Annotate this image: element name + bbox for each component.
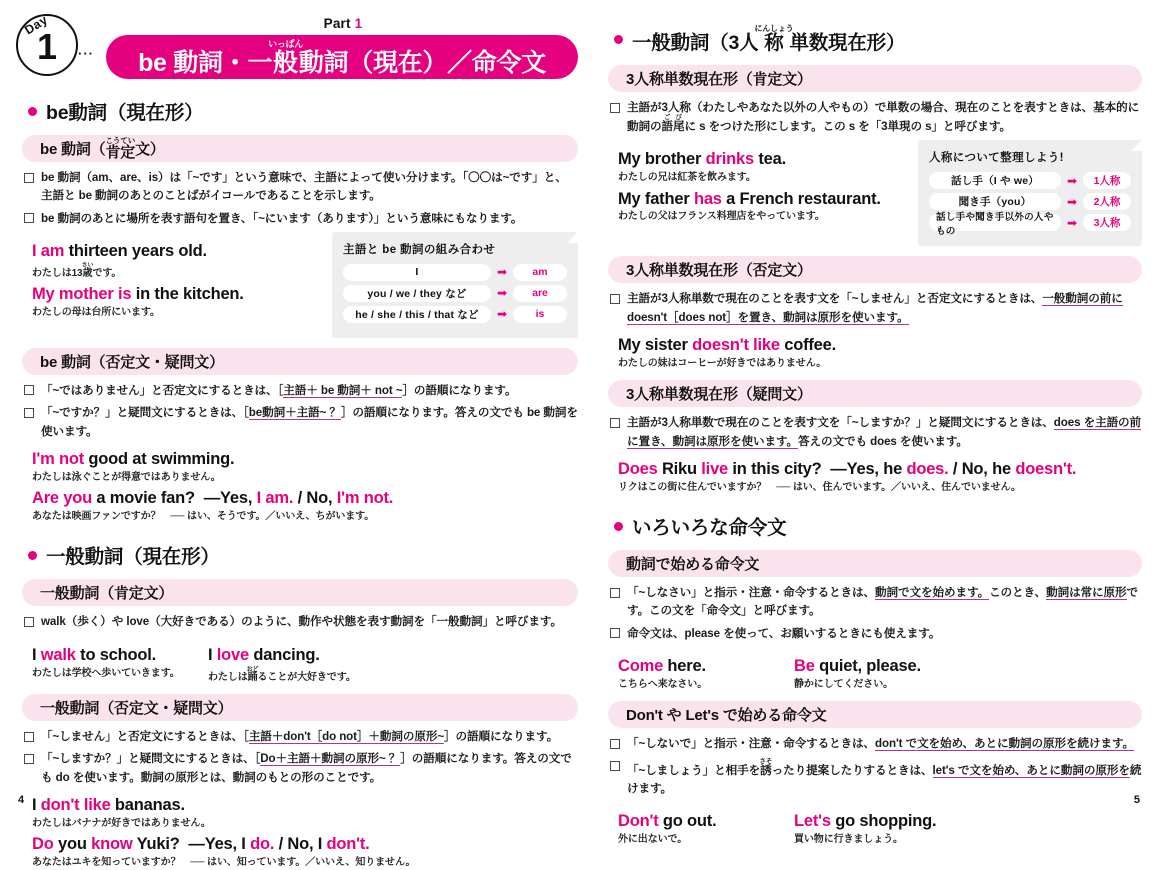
day-number: 1 xyxy=(36,25,58,67)
example-sentence: Come here. xyxy=(618,657,706,676)
checkbox-text: 主語が3人称（わたしやあなた以外の人やもの）で単数の場合、現在のことを表すときは、基本的に動詞の語尾ごびに s をつけた形にします。この s を「3単現の s」と呼びます。 xyxy=(627,101,1140,133)
info-card-wrapper xyxy=(918,140,1142,246)
example-qa-sentence: Are you a movie fan? —Yes, I am. / No, I'm not. xyxy=(32,489,394,508)
example-translation: わたしの妹はコーヒーが好きではありません。 xyxy=(618,357,827,369)
example-block xyxy=(618,807,1142,846)
underlined-rule: 主語＋ be 動詞＋ not ~ xyxy=(283,383,403,397)
checkbox-text: 「~ですか？」と疑問文にするときは、［be動詞＋主語~ ？］の語順になります。答えの文でも be 動詞を使います。 xyxy=(41,406,578,438)
part-label xyxy=(108,16,578,31)
checkbox-text: 「~しません」と否定文にするときは、［主語＋don't［do not］＋動詞の原形~］の語順になります。 xyxy=(41,730,559,744)
subheading-verb-imperative: 動詞で始める命令文 xyxy=(608,550,1142,577)
subheading-be-negative-question: be 動詞（否定文・疑問文） xyxy=(22,348,578,375)
example-translation: あなたは映画ファンですか？ ── はい、そうです。／いいえ、ちがいます。 xyxy=(32,510,375,522)
table-cell-description: 話し手や聞き手以外の人やもの xyxy=(929,214,1061,231)
checkbox-item xyxy=(24,404,578,441)
section-heading-label: be動詞（現在形） xyxy=(46,102,204,124)
bullet-dot-icon xyxy=(28,551,37,560)
example-translation: 外に出ないで。 xyxy=(618,834,688,846)
example-qa-sentence: Does Riku live in this city? —Yes, he does. / No, he doesn't. xyxy=(618,459,1077,478)
example-block xyxy=(32,641,578,684)
checkbox-icon[interactable] xyxy=(24,173,34,183)
table-row xyxy=(343,306,567,323)
right-page xyxy=(600,0,1160,846)
example-sentence: I walk to school. xyxy=(32,645,157,664)
table-cell-verb: are xyxy=(513,285,567,302)
part-number: 1 xyxy=(354,16,363,31)
example-column xyxy=(618,807,768,846)
table-cell-person: 3人称 xyxy=(1083,214,1131,231)
checkbox-item xyxy=(24,613,578,631)
table-row xyxy=(929,193,1131,210)
day-label: Day xyxy=(22,12,51,38)
checkbox-icon[interactable] xyxy=(24,732,34,742)
checkbox-icon[interactable] xyxy=(24,213,34,223)
checkbox-item xyxy=(610,290,1142,327)
checkbox-icon[interactable] xyxy=(610,588,620,598)
checkbox-item xyxy=(610,414,1142,451)
example-translation: わたしは泳ぐことが得意ではありません。 xyxy=(32,471,221,483)
section-heading-imperative xyxy=(614,512,1142,540)
example-sentence: I'm not good at swimming. xyxy=(32,449,235,468)
section-heading-be-verb xyxy=(28,97,578,125)
underlined-rule: 動詞は常に原形 xyxy=(1046,586,1127,600)
example-translation: 買い物に行きましょう。 xyxy=(794,834,903,846)
example-qa-sentence: Do you know Yuki? —Yes, I do. / No, I don't. xyxy=(32,835,370,854)
title-part-after: 動詞（現在）／命令文 xyxy=(298,48,546,77)
table-row xyxy=(929,211,1131,237)
table-row xyxy=(343,285,567,302)
checkbox-icon[interactable] xyxy=(610,294,620,304)
example-block xyxy=(32,237,318,320)
underlined-rule: 一般動詞の前に doesn't［does not］を置き、動詞は原形を使います。 xyxy=(627,292,1123,324)
example-sentence: I love dancing. xyxy=(208,645,320,664)
checkbox-icon[interactable] xyxy=(610,103,620,113)
checkbox-icon[interactable] xyxy=(610,739,620,749)
bullet-dot-icon xyxy=(614,35,623,44)
checkbox-icon[interactable] xyxy=(24,385,34,395)
arrow-right-icon: ➡ xyxy=(496,307,507,322)
example-sentence: I don't like bananas. xyxy=(32,796,185,815)
checkbox-text: walk（歩く）や love（大好きである）のように、動作や状態を表す動詞を「一般動詞」と呼びます。 xyxy=(41,615,562,629)
checkbox-text: 「~しましょう」と相手を誘さそったり提案したりするときは、let's で文を始め、あとに動詞の原形を続けます。 xyxy=(627,757,1142,796)
example-sentence: My sister doesn't like coffee. xyxy=(618,335,837,354)
underlined-rule: 動詞で文を始めます。 xyxy=(875,586,990,600)
page-number-left: 4 xyxy=(18,794,25,806)
section-heading-label: 一般動詞（3人称にんしょう単数現在形） xyxy=(632,24,906,54)
checkbox-text: 「~しなさい」と指示・注意・命令するときは、動詞で文を始めます。このとき、動詞は常に原形です。この文を「命令文」と呼びます。 xyxy=(627,586,1139,618)
table-cell-subject: you / we / they など xyxy=(343,285,491,302)
checkbox-icon[interactable] xyxy=(610,761,620,771)
subheading-general-negative-question: 一般動詞（否定文・疑問文） xyxy=(22,694,578,721)
example-block xyxy=(618,460,1142,494)
example-column xyxy=(794,807,944,846)
chapter-title-banner xyxy=(106,35,578,79)
checkbox-item xyxy=(610,735,1142,753)
example-sentence: My father has a French restaurant. xyxy=(618,189,881,208)
arrow-right-icon: ➡ xyxy=(1066,173,1077,188)
checkbox-text: 主語が3人称単数で現在のことを表す文を「~しません」と否定文にするときは、一般動詞の前に doesn't［does not］を置き、動詞は原形を使います。 xyxy=(627,292,1123,324)
underlined-rule: be動詞＋主語~ ？ xyxy=(248,406,341,420)
checkbox-text: 主語が3人称単数で現在のことを表す文を「~しますか？」と疑問文にするときは、does を主語の前に置き、動詞は原形を使います。答えの文でも does を使います。 xyxy=(627,416,1142,448)
title-part-before: be 動詞・一 xyxy=(138,48,273,77)
example-block xyxy=(618,145,904,224)
table-row xyxy=(929,172,1131,189)
example-sentence: Let's go shopping. xyxy=(794,812,937,831)
subheading-general-affirmative: 一般動詞（肯定文） xyxy=(22,579,578,606)
section-heading-general-verb xyxy=(28,541,578,569)
underlined-rule: Do＋主語＋動詞の原形~ ？ xyxy=(260,752,401,766)
checkbox-text: 命令文は、please を使って、お願いするときにも使えます。 xyxy=(627,626,941,640)
table-cell-subject: he / she / this / that など xyxy=(343,306,491,323)
example-translation: あなたはユキを知っていますか？ ── はい、知っています。／いいえ、知りません。 xyxy=(32,857,416,869)
underlined-rule: 主語＋don't［do not］＋動詞の原形~ xyxy=(248,730,445,744)
chapter-title xyxy=(138,39,546,76)
person-table xyxy=(918,140,1142,246)
checkbox-item xyxy=(24,382,578,400)
bullet-dot-icon xyxy=(28,107,37,116)
example-translation: わたしは学校へ歩いていきます。 xyxy=(32,667,180,679)
checkbox-icon[interactable] xyxy=(24,754,34,764)
example-block xyxy=(32,450,578,524)
underlined-rule: don't で文を始め、あとに動詞の原形を続けます。 xyxy=(875,737,1135,751)
arrow-right-icon: ➡ xyxy=(1066,215,1077,230)
arrow-right-icon: ➡ xyxy=(496,286,507,301)
example-column xyxy=(208,641,358,684)
subheading-be-affirmative: be 動詞（ 肯定こうてい 文） xyxy=(22,135,578,162)
table-row xyxy=(343,264,567,281)
example-and-card-row xyxy=(608,136,1142,246)
example-translation: わたしの兄は紅茶を飲みます。 xyxy=(618,172,756,184)
subheading-third-negative: 3人称単数現在形（否定文） xyxy=(608,256,1142,283)
arrow-right-icon: ➡ xyxy=(496,265,507,280)
example-sentence: My brother drinks tea. xyxy=(618,150,786,169)
example-translation: 静かにしてください。 xyxy=(794,678,893,690)
info-card-title: 主語と be 動詞の組み合わせ xyxy=(343,243,496,256)
checkbox-icon[interactable] xyxy=(24,617,34,627)
checkbox-item xyxy=(610,625,1142,643)
example-sentence: I am thirteen years old. xyxy=(32,241,207,260)
checkbox-item xyxy=(610,584,1142,621)
subheading-third-affirmative: 3人称単数現在形（肯定文） xyxy=(608,65,1142,92)
checkbox-item xyxy=(24,750,578,787)
subheading-dont-lets: Don't や Let's で始める命令文 xyxy=(608,701,1142,728)
example-sentence: My mother is in the kitchen. xyxy=(32,285,244,304)
section-heading-third-person xyxy=(614,24,1142,55)
example-translation: リクはこの街に住んでいますか？ ── はい、住んでいます。／いいえ、住んでいません。 xyxy=(618,481,1021,493)
checkbox-icon[interactable] xyxy=(24,408,34,418)
subheading-third-question: 3人称単数現在形（疑問文） xyxy=(608,380,1142,407)
checkbox-icon[interactable] xyxy=(610,628,620,638)
example-and-card-row xyxy=(22,228,578,338)
checkbox-text: be 動詞のあとに場所を表す語句を置き、「~にいます（あります）」という意味にもなります。 xyxy=(41,211,523,225)
table-cell-verb: am xyxy=(513,264,567,281)
checkbox-item xyxy=(610,99,1142,136)
example-translation: わたしの父はフランス料理店をやっています。 xyxy=(618,211,825,223)
table-cell-description: 聞き手（you） xyxy=(929,193,1061,210)
underlined-rule: let's で文を始め、あとに動詞の原形を xyxy=(932,763,1130,777)
table-cell-verb: is xyxy=(513,306,567,323)
example-translation: わたしの母は台所にいます。 xyxy=(32,307,160,319)
checkbox-item xyxy=(610,758,1142,799)
day-badge xyxy=(16,14,78,76)
checkbox-text: be 動詞（am、are、is）は「~です」という意味で、主語によって使い分けます。「〇〇は~です」と、主語と be 動詞のあとのことばがイコールであることを示します。 xyxy=(41,171,567,203)
table-cell-description: 話し手（I や we） xyxy=(929,172,1061,189)
example-translation: こちらへ来なさい。 xyxy=(618,678,708,690)
page-number-right: 5 xyxy=(1133,794,1140,806)
checkbox-item xyxy=(24,210,578,228)
example-block xyxy=(618,652,1142,691)
example-sentence: Be quiet, please. xyxy=(794,657,921,676)
example-translation: わたしは13歳さいです。 xyxy=(32,262,122,279)
checkbox-icon[interactable] xyxy=(610,418,620,428)
checkbox-item xyxy=(24,728,578,746)
example-sentence: Don't go out. xyxy=(618,812,717,831)
underlined-rule: does を主語の前に置き、動詞は原形を使います。 xyxy=(627,416,1142,448)
checkbox-text: 「~ではありません」と否定文にするときは、［主語＋ be 動詞＋ not ~］の語順になります。 xyxy=(41,383,517,397)
info-card-wrapper xyxy=(332,232,578,338)
checkbox-item xyxy=(24,169,578,206)
title-ruby: 般いっぱん xyxy=(268,38,303,77)
day-connector-dots: ··· xyxy=(78,46,94,61)
example-block xyxy=(618,336,1142,370)
example-translation: わたしは踊おどることが大好きです。 xyxy=(208,666,356,683)
info-card-title: 人称について整理しよう! xyxy=(929,152,1064,165)
table-cell-person: 2人称 xyxy=(1083,193,1131,210)
checkbox-text: 「~しますか？」と疑問文にするときは、［Do＋主語＋動詞の原形~ ？］の語順になります。答えの文でも do を使います。動詞の原形とは、動詞のもとの形のことです。 xyxy=(41,752,572,784)
checkbox-text: 「~しないで」と指示・注意・命令するときは、don't で文を始め、あとに動詞の原形を続けます。 xyxy=(627,737,1135,751)
bullet-dot-icon xyxy=(614,522,623,531)
arrow-right-icon: ➡ xyxy=(1066,194,1077,209)
example-column xyxy=(794,652,944,691)
example-column xyxy=(618,652,768,691)
example-translation: わたしはバナナが好きではありません。 xyxy=(32,817,211,829)
section-heading-label: いろいろな命令文 xyxy=(632,517,787,540)
section-heading-label: 一般動詞（現在形） xyxy=(46,546,220,569)
subject-be-verb-table xyxy=(332,232,578,338)
part-prefix: Part xyxy=(323,16,351,31)
table-cell-person: 1人称 xyxy=(1083,172,1131,189)
kotei-ruby: 肯定こうてい xyxy=(105,135,136,161)
example-column xyxy=(32,641,182,684)
table-cell-subject: I xyxy=(343,264,491,281)
example-block xyxy=(32,796,578,870)
